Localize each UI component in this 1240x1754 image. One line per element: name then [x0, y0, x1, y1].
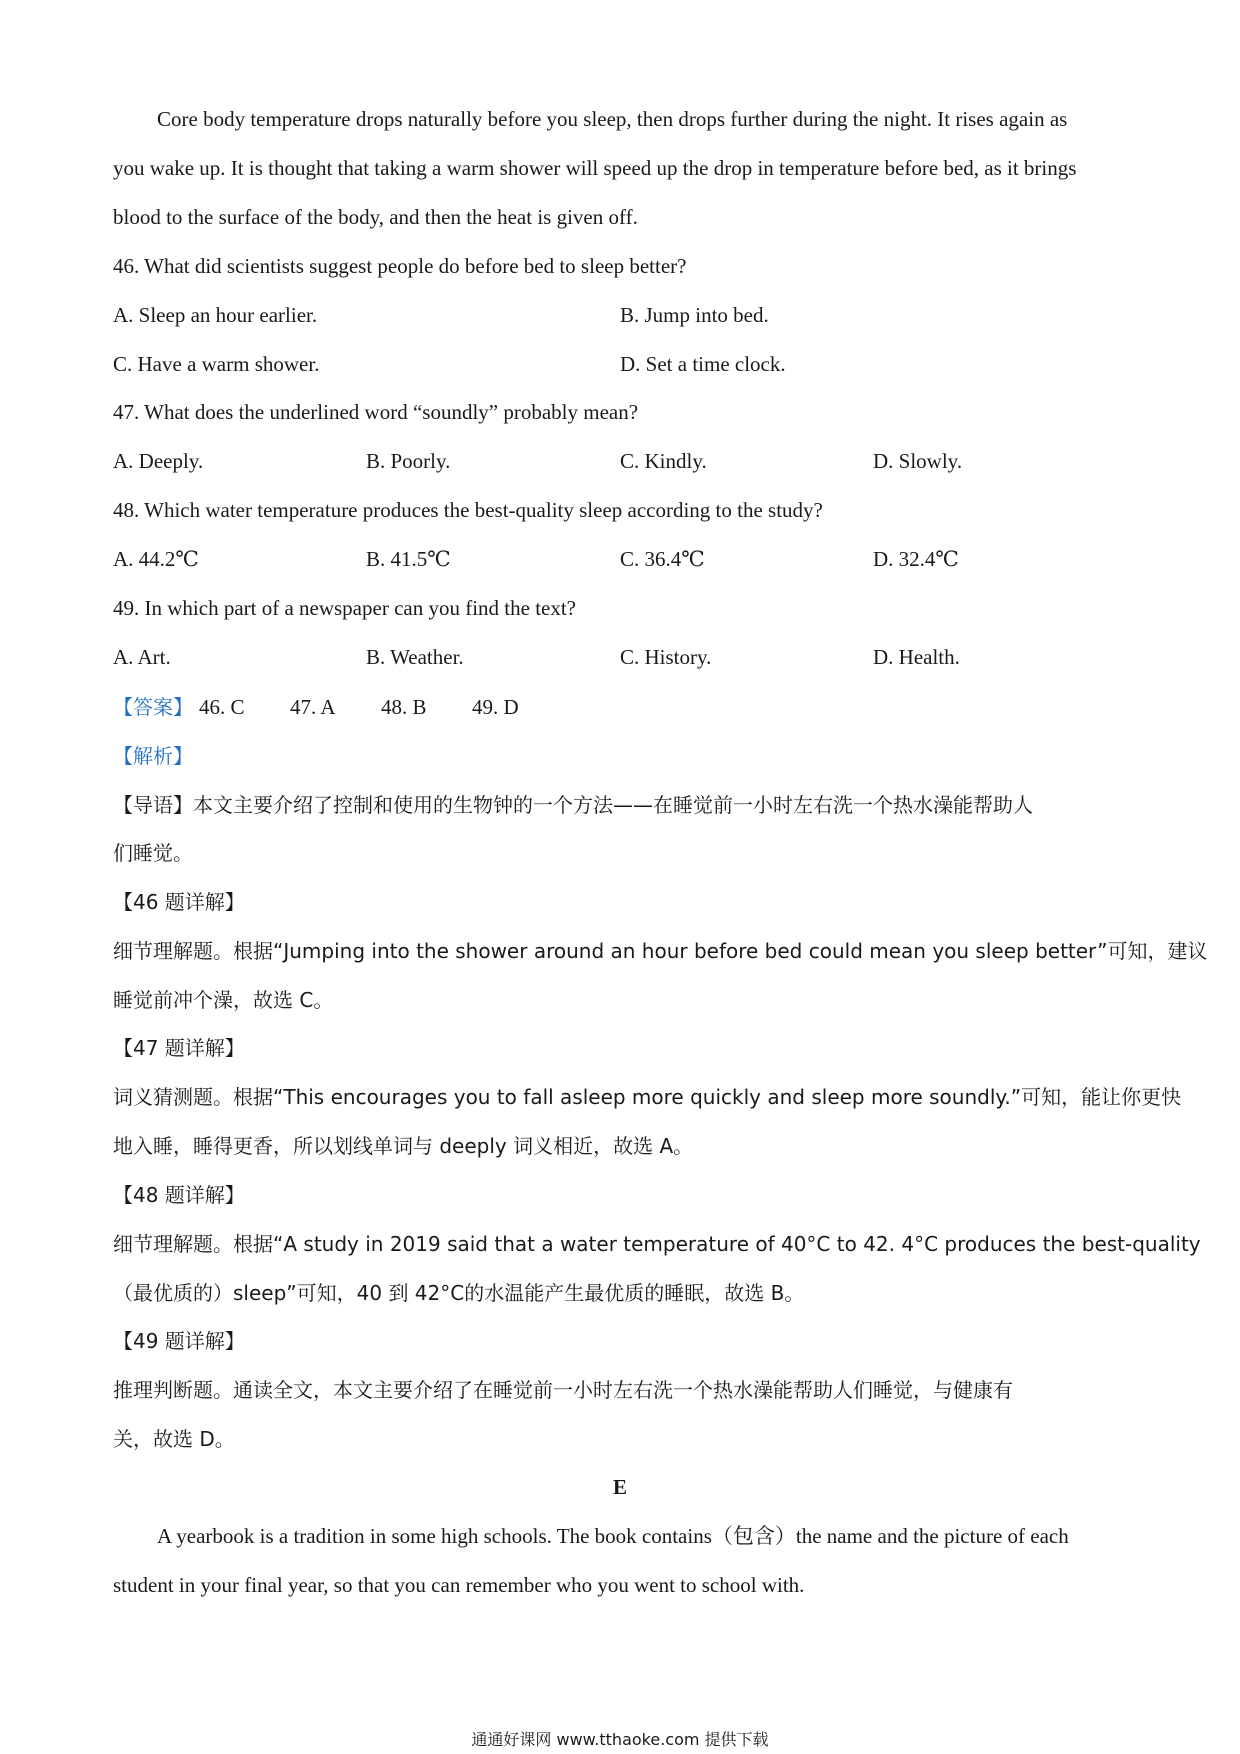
question-49-option-b: B. Weather. [366, 645, 464, 669]
question-48-option-a: A. 44.2℃ [113, 547, 199, 571]
section-e-heading: E [612, 1475, 627, 1499]
question-46-option-c: C. Have a warm shower. [113, 352, 320, 376]
question-49-stem: 49. In which part of a newspaper can you find the text? [113, 596, 577, 620]
q49-detail-line-2: 关，故选 D。 [113, 1427, 235, 1451]
question-49-option-d: D. Health. [873, 645, 960, 669]
question-47-option-d: D. Slowly. [873, 449, 963, 473]
answer-47: 47. A [290, 695, 336, 719]
answer-46: 46. C [199, 695, 245, 719]
question-46-stem: 46. What did scientists suggest people do before bed to sleep better? [113, 254, 687, 278]
question-46-option-b: B. Jump into bed. [620, 303, 769, 327]
q48-detail-line-2: （最优质的）sleep”可知，40 到 42°C的水温能产生最优质的睡眠，故选 B。 [113, 1281, 805, 1305]
page-footer [0, 1730, 1240, 1751]
question-47-option-a: A. Deeply. [113, 449, 204, 473]
passage-line-3: blood to the surface of the body, and then the heat is given off. [113, 205, 638, 229]
question-46-option-a: A. Sleep an hour earlier. [113, 303, 318, 327]
q47-detail-line-1: 词义猜测题。根据“This encourages you to fall asleep more quickly and sleep more soundly.”可知，能让你更快 [113, 1085, 1182, 1109]
answer-48: 48. B [381, 695, 427, 719]
analysis-intro-line-2: 们睡觉。 [113, 841, 193, 865]
question-49-option-c: C. History. [620, 645, 712, 669]
question-48-option-c: C. 36.4℃ [620, 547, 705, 571]
question-48-option-b: B. 41.5℃ [366, 547, 451, 571]
q46-detail-line-2: 睡觉前冲个澡，故选 C。 [113, 988, 334, 1012]
question-48-stem: 48. Which water temperature produces the best-quality sleep according to the study? [113, 498, 823, 522]
question-47-option-b: B. Poorly. [366, 449, 451, 473]
passage-line-1: Core body temperature drops naturally before you sleep, then drops further during the night. It rises again as [157, 107, 1068, 131]
q49-detail-title: 【49 题详解】 [113, 1329, 245, 1353]
q46-detail-title: 【46 题详解】 [113, 890, 245, 914]
question-47-stem: 47. What does the underlined word “soundly” probably mean? [113, 400, 639, 424]
analysis-label: 【解析】 [113, 744, 193, 768]
q48-detail-title: 【48 题详解】 [113, 1183, 245, 1207]
section-e-line-1: A yearbook is a tradition in some high schools. The book contains（包含）the name and the picture of each [157, 1524, 1069, 1548]
section-e-line-2: student in your final year, so that you can remember who you went to school with. [113, 1573, 805, 1597]
question-48-option-d: D. 32.4℃ [873, 547, 959, 571]
question-49-option-a: A. Art. [113, 645, 171, 669]
q47-detail-title: 【47 题详解】 [113, 1036, 245, 1060]
q48-detail-line-1: 细节理解题。根据“A study in 2019 said that a water temperature of 40°C to 42. 4°C produces the best-quality [113, 1232, 1201, 1256]
q46-detail-line-1: 细节理解题。根据“Jumping into the shower around an hour before bed could mean you sleep better”可知，建议 [113, 939, 1208, 963]
question-46-option-d: D. Set a time clock. [620, 352, 786, 376]
q47-detail-line-2: 地入睡，睡得更香，所以划线单词与 deeply 词义相近，故选 A。 [113, 1134, 694, 1158]
q49-detail-line-1: 推理判断题。通读全文，本文主要介绍了在睡觉前一小时左右洗一个热水澡能帮助人们睡觉，与健康有 [113, 1378, 1013, 1402]
answer-49: 49. D [472, 695, 519, 719]
footer-text: 通通好课网 www.tthaoke.com 提供下载 [471, 1730, 769, 1749]
answer-label: 【答案】 [113, 695, 193, 719]
analysis-intro-line-1: 【导语】本文主要介绍了控制和使用的生物钟的一个方法——在睡觉前一小时左右洗一个热水澡能帮助人 [113, 793, 1033, 817]
question-47-option-c: C. Kindly. [620, 449, 707, 473]
passage-line-2: you wake up. It is thought that taking a warm shower will speed up the drop in temperature before bed, as it brings [113, 156, 1077, 180]
